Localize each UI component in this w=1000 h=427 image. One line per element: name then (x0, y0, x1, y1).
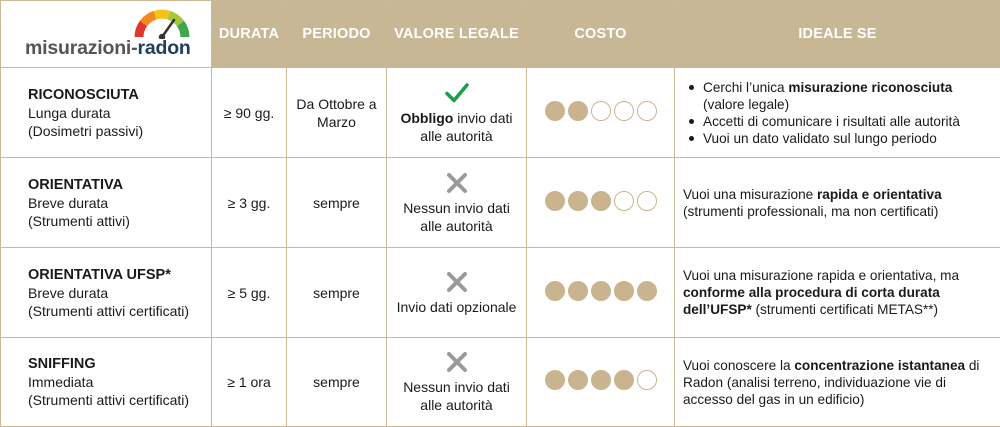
period-cell: sempre (287, 248, 387, 338)
ideal-if-cell: Vuoi una misurazione rapida e orientativa, ma conforme alla procedura di corta durata dell’UFSP* (strumenti certificati METAS**) (675, 248, 1000, 338)
cost-dot-filled (545, 191, 565, 211)
col-header-costo: COSTO (527, 1, 675, 68)
cost-dot-filled (568, 281, 588, 301)
cost-dot-empty (637, 101, 657, 121)
list-item: Cerchi l’unica misurazione riconosciuta (valore legale) (683, 79, 992, 113)
cost-cell (527, 68, 675, 158)
row-instrument: (Strumenti attivi certificati) (28, 392, 190, 408)
legal-value-cell (387, 248, 527, 338)
logo-cell (1, 1, 212, 68)
legal-value-cell (387, 338, 527, 427)
row-title: ORIENTATIVA (28, 176, 124, 193)
check-icon (391, 81, 522, 107)
cost-dot-empty (637, 370, 657, 390)
col-header-periodo: PERIODO (287, 1, 387, 68)
cost-rating (545, 370, 657, 390)
cost-dot-filled (545, 101, 565, 121)
col-header-valore-legale: VALORE LEGALE (387, 1, 527, 68)
period-cell: Da Ottobre a Marzo (287, 68, 387, 158)
period-cell: sempre (287, 338, 387, 427)
measurement-type-cell (1, 338, 212, 427)
cross-icon (391, 270, 522, 296)
cost-dot-filled (591, 370, 611, 390)
legal-bold: Obbligo (400, 109, 454, 126)
legal-text: Nessun invio dati alle autorità (403, 379, 510, 413)
cost-dot-filled (591, 281, 611, 301)
cost-dot-empty (614, 191, 634, 211)
legal-value-cell (387, 158, 527, 248)
gauge-icon (133, 9, 191, 39)
cross-icon (391, 171, 522, 197)
cost-dot-filled (545, 281, 565, 301)
row-instrument: (Strumenti attivi certificati) (28, 302, 190, 319)
legal-text: Invio dati opzionale (396, 298, 517, 315)
row-title: SNIFFING (28, 356, 96, 372)
list-item: Accetti di comunicare i risultati alle autorità (683, 113, 992, 130)
logo (1, 9, 211, 60)
ideal-if-cell: Vuoi conoscere la concentrazione istantanea di Radon (analisi terreno, individuazione vie di accesso del gas in un edificio) (675, 338, 1000, 427)
cost-dot-filled (591, 191, 611, 211)
cost-dot-filled (614, 281, 634, 301)
col-header-durata: DURATA (212, 1, 287, 68)
ideal-if-cell: Vuoi una misurazione rapida e orientativa (strumenti professionali, ma non certificati) (675, 158, 1000, 248)
cost-dot-empty (591, 101, 611, 121)
cost-cell (527, 248, 675, 338)
row-title: ORIENTATIVA UFSP* (28, 266, 171, 283)
cost-rating (545, 101, 657, 121)
cost-cell (527, 158, 675, 248)
cost-cell (527, 338, 675, 427)
cost-dot-filled (568, 101, 588, 121)
measurement-type-cell (1, 68, 212, 158)
logo-wordmark: misurazioni-radon (25, 36, 191, 59)
ideal-list (683, 79, 992, 147)
cost-dot-filled (545, 370, 565, 390)
legal-value-cell (387, 68, 527, 158)
table-row (1, 68, 1000, 158)
row-instrument: (Strumenti attivi) (28, 212, 130, 229)
cross-icon (391, 350, 522, 376)
duration-cell: ≥ 1 ora (212, 338, 287, 427)
measurement-type-cell (1, 158, 212, 248)
header-row (1, 1, 1000, 68)
row-subtitle: Immediata (28, 374, 94, 390)
cost-rating (545, 281, 657, 301)
row-subtitle: Breve durata (28, 284, 109, 301)
cost-dot-filled (614, 370, 634, 390)
measurement-type-cell (1, 248, 212, 338)
list-item: Vuoi un dato validato sul lungo periodo (683, 130, 992, 147)
cost-dot-filled (637, 281, 657, 301)
legal-text: Nessun invio dati alle autorità (403, 199, 510, 234)
cost-rating (545, 191, 657, 211)
row-title: RICONOSCIUTA (28, 86, 139, 103)
ideal-if-cell (675, 68, 1000, 158)
table-row (1, 158, 1000, 248)
table-row (1, 248, 1000, 338)
cost-dot-filled (568, 370, 588, 390)
duration-cell: ≥ 5 gg. (212, 248, 287, 338)
cost-dot-filled (568, 191, 588, 211)
duration-cell: ≥ 3 gg. (212, 158, 287, 248)
col-header-ideale-se: IDEALE SE (675, 1, 1000, 68)
cost-dot-empty (614, 101, 634, 121)
row-subtitle: Lunga durata (28, 104, 111, 121)
cost-dot-empty (637, 191, 657, 211)
row-instrument: (Dosimetri passivi) (28, 122, 144, 139)
duration-cell: ≥ 90 gg. (212, 68, 287, 158)
row-subtitle: Breve durata (28, 194, 109, 211)
table-row (1, 338, 1000, 427)
period-cell: sempre (287, 158, 387, 248)
legal-text: invio dati alle autorità (420, 109, 513, 144)
